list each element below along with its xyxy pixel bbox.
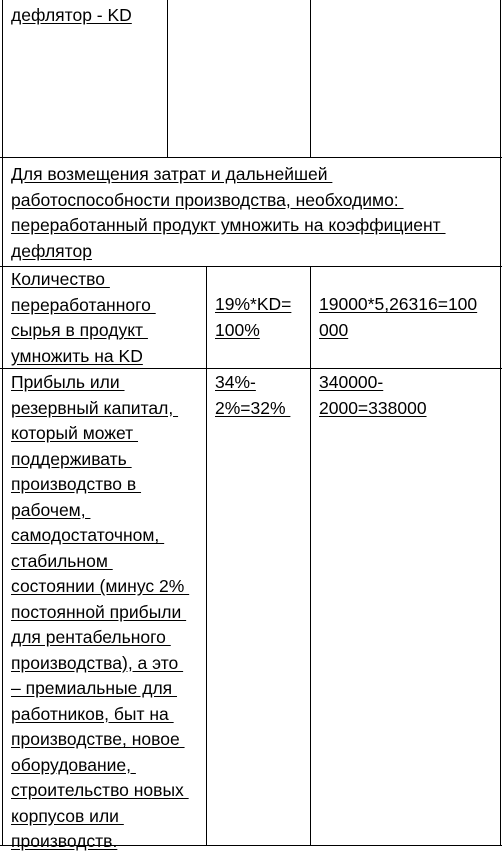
table-border-left [2, 0, 3, 846]
cell-line: умножить на KD [11, 345, 143, 366]
cell-line: Для возмещения затрат и дальнейшей [11, 164, 333, 184]
cell-line: резервный капитал, [11, 397, 179, 418]
table-border-bottom-row1 [0, 157, 502, 158]
lower-divider-1 [206, 266, 207, 846]
cell-line: – премиальные для [11, 678, 178, 698]
cell-line: переработанного [11, 294, 156, 315]
row4-col1-text [11, 370, 189, 855]
cell-line: работников, быт на [11, 703, 174, 724]
cell-line: корпусов или [11, 805, 124, 826]
cell-line: рабочем, [11, 499, 91, 520]
cell-line: состоянии (минус 2% [11, 576, 190, 596]
row1-col1-text [11, 3, 132, 29]
cell-line: 340000- [319, 372, 384, 392]
cell-line: 100% [215, 319, 260, 340]
row4-col2-text [215, 370, 290, 421]
cell-line: оборудование, [11, 754, 136, 775]
cell-line: 34%- [215, 372, 256, 392]
table-border-right [500, 0, 501, 846]
cell-line: 2%=32% [215, 397, 291, 418]
row1-divider-1 [167, 0, 168, 157]
cell-line: для рентабельного [11, 627, 171, 647]
row1-divider-2 [310, 0, 311, 157]
cell-line: самодостаточном, [11, 525, 165, 545]
cell-line: производств. [11, 831, 118, 851]
cell-line: 2000=338000 [319, 397, 427, 418]
cell-line: поддерживать [11, 448, 132, 469]
cell-line: 19000*5,26316=100 [319, 294, 478, 314]
cell-line: 000 [319, 319, 349, 340]
cell-line: производства), а это [11, 652, 184, 673]
cell-line: Количество [11, 269, 110, 289]
cell-line: стабильном [11, 550, 113, 571]
row2-merged-text [11, 162, 446, 264]
cell-line: переработанный продукт умножить на коэффициент [11, 215, 446, 235]
cell-line: строительство новых [11, 780, 189, 800]
row4-col3-text [319, 370, 427, 421]
cell-line: производство в [11, 474, 142, 494]
cell-line: сырья в продукт [11, 320, 148, 340]
row3-col1-text [11, 267, 156, 369]
row3-col2-text [215, 292, 291, 343]
row3-col3-text [319, 292, 477, 343]
cell-line: производстве, новое [11, 729, 185, 749]
cell-line: дефлятор [11, 240, 92, 261]
cell-line: постоянной прибыли [11, 601, 187, 622]
cell-line: 19%*KD= [215, 294, 292, 314]
cell-line: дефлятор - KD [11, 5, 132, 25]
cell-line: который может [11, 423, 139, 443]
cell-line: Прибыль или [11, 372, 125, 392]
lower-divider-2 [310, 266, 311, 846]
cell-line: работоспособности производства, необходимо: [11, 189, 404, 210]
